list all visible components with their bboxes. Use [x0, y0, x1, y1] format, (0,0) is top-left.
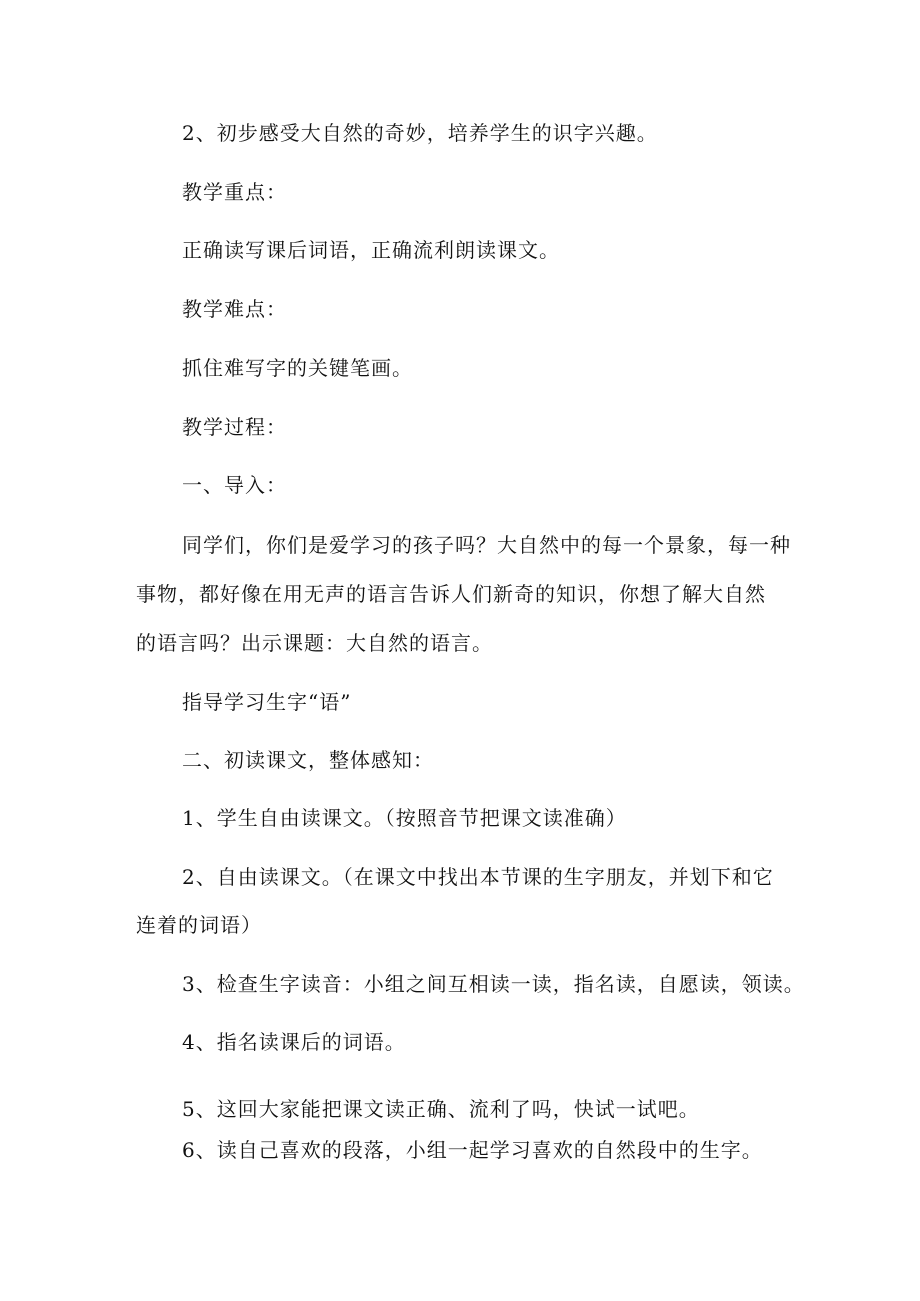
intro-paragraph-line-1: 同学们，你们是爱学习的孩子吗？大自然中的每一个景象，每一种 [182, 533, 791, 557]
intro-paragraph-line-3: 的语言吗？出示课题：大自然的语言。 [136, 631, 493, 655]
step-1: 1、学生自由读课文。（按照音节把课文读准确） [182, 806, 627, 830]
step-6: 6、读自己喜欢的段落，小组一起学习喜欢的自然段中的生字。 [182, 1138, 763, 1162]
step-2-line-1: 2、自由读课文。（在课文中找出本节课的生字朋友，并划下和它 [182, 865, 774, 889]
heading-key-points: 教学重点： [182, 180, 287, 204]
heading-difficulties: 教学难点： [182, 297, 287, 321]
guide-character-text: 指导学习生字“语” [182, 690, 352, 714]
step-3: 3、检查生字读音：小组之间互相读一读，指名读，自愿读，领读。 [182, 972, 805, 996]
key-points-text: 正确读写课后词语，正确流利朗读课文。 [182, 238, 560, 262]
heading-process: 教学过程： [182, 415, 287, 439]
difficulties-text: 抓住难写字的关键笔画。 [182, 356, 413, 380]
step-5: 5、这回大家能把课文读正确、流利了吗，快试一试吧。 [182, 1097, 700, 1121]
step-2-line-2: 连着的词语） [136, 913, 262, 937]
objective-2: 2、初步感受大自然的奇妙，培养学生的识字兴趣。 [182, 121, 658, 145]
section-1-heading: 一、导入： [182, 473, 287, 497]
step-4: 4、指名读课后的词语。 [182, 1030, 406, 1054]
section-2-heading: 二、初读课文，整体感知： [182, 748, 434, 772]
intro-paragraph-line-2: 事物，都好像在用无声的语言告诉人们新奇的知识，你想了解大自然 [136, 582, 766, 606]
